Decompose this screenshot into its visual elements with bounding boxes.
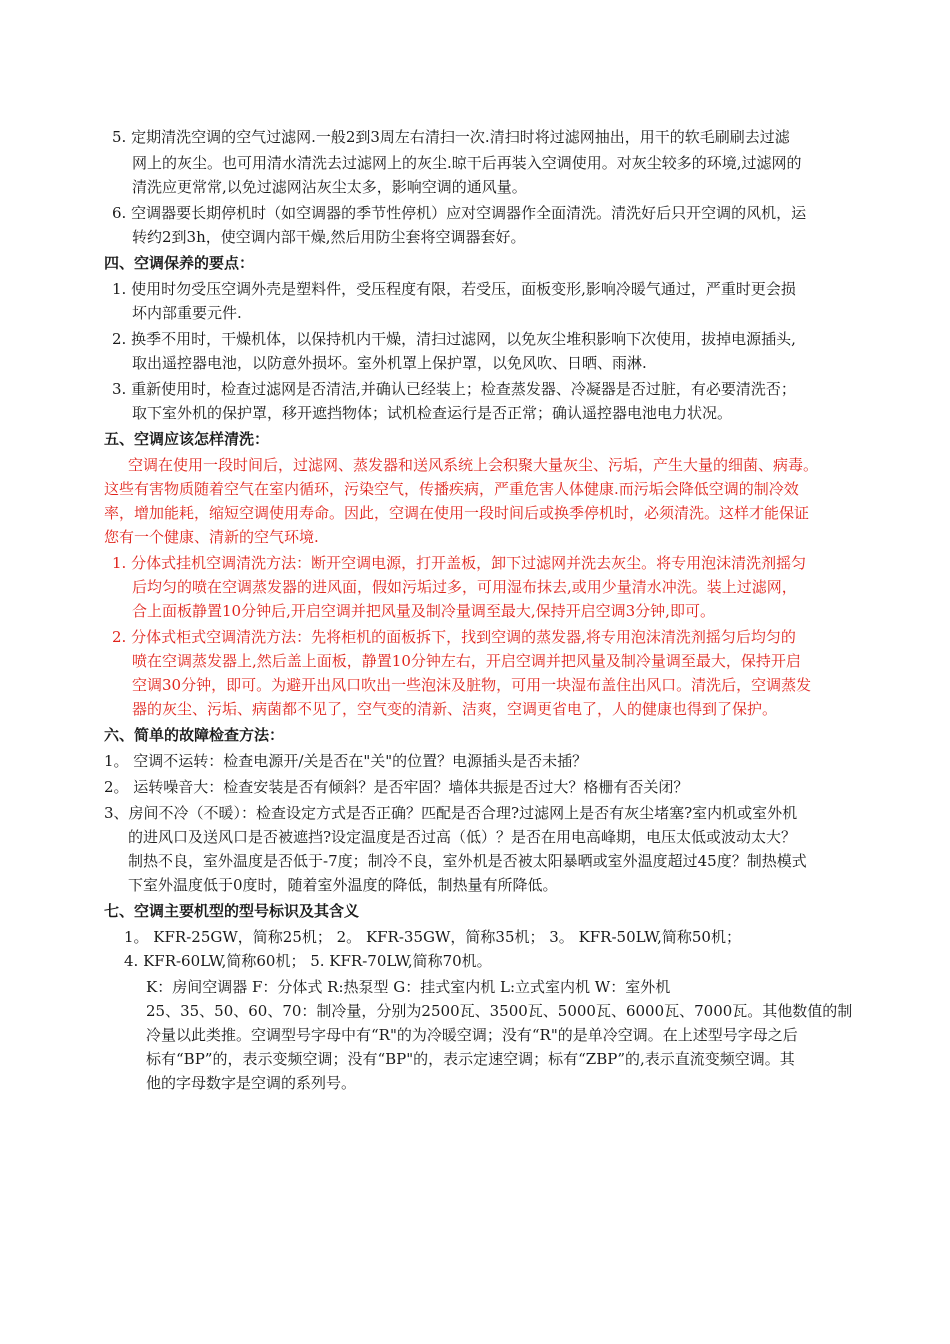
text-line: 3. 重新使用时，检查过滤网是否清洁,并确认已经装上；检查蒸发器、冷凝器是否过脏，有必要清洗否； [112,380,796,398]
text-line: 取下室外机的保护罩，移开遮挡物体；试机检查运行是否正常；确认遥控器电池电力状况。 [132,404,733,422]
text-line: 清洗应更常常,以免过滤网沾灰尘太多，影响空调的通风量。 [132,178,527,196]
text-line: 3、房间不冷（不暖）：检查设定方式是否正确？匹配是否合理?过滤网上是否有灰尘堵塞?室内机或室外机 [104,804,798,822]
text-line: 喷在空调蒸发器上,然后盖上面板，静置10分钟左右，开启空调并把风量及制冷量调至最大，保持开启 [132,652,801,670]
text-line: 网上的灰尘。也可用清水清洗去过滤网上的灰尘.晾干后再装入空调使用。对灰尘较多的环境,过滤网的 [132,154,802,172]
section-heading: 四、空调保养的要点： [104,254,255,272]
text-line: 后均匀的喷在空调蒸发器的进风面，假如污垢过多，可用湿布抹去,或用少量清水冲洗。装上过滤网， [132,578,797,596]
section-heading: 六、简单的故障检查方法： [104,726,285,744]
text-line: 他的字母数字是空调的系列号。 [146,1074,357,1092]
text-line: 2。 运转噪音大：检查安装是否有倾斜？是否牢固？墙体共振是否过大？格栅有否关闭？ [104,778,689,796]
text-line: 转约2到3h，使空调内部干燥,然后用防尘套将空调器套好。 [132,228,526,246]
text-line: 1。 空调不运转：检查电源开/关是否在"关"的位置？电源插头是否未插？ [104,752,588,770]
text-line: 2. 分体式柜式空调清洗方法：先将柜机的面板拆下，找到空调的蒸发器,将专用泡沫清洗剂摇匀后均匀的 [112,628,796,646]
text-line: 坏内部重要元件. [132,304,242,322]
text-line: 这些有害物质随着空气在室内循环，污染空气，传播疾病，严重危害人体健康.而污垢会降低空调的制冷效 [104,480,799,498]
text-line: 1。 KFR-25GW，简称25机； 2。 KFR-35GW，简称35机； 3。 KFR-50LW,简称50机； [124,928,741,946]
text-line: 的进风口及送风口是否被遮挡?设定温度是否过高（低）？是否在用电高峰期，电压太低或波动太大？ [128,828,797,846]
text-line: 空调在使用一段时间后，过滤网、蒸发器和送风系统上会积聚大量灰尘、污垢，产生大量的细菌、病毒。 [128,456,819,474]
section-heading: 五、空调应该怎样清洗： [104,430,270,448]
text-line: 器的灰尘、污垢、病菌都不见了，空气变的清新、洁爽，空调更省电了，人的健康也得到了保护。 [132,700,778,718]
text-line: 合上面板静置10分钟后,开启空调并把风量及制冷量调至最大,保持开启空调3分钟,即可。 [132,602,715,620]
text-line: 6. 空调器要长期停机时（如空调器的季节性停机）应对空调器作全面清洗。清洗好后只开空调的风机，运 [112,204,807,222]
text-line: 制热不良，室外温度是否低于-7度；制冷不良，室外机是否被太阳暴晒或室外温度超过45度？制热模式 [128,852,807,870]
text-line: 率，增加能耗，缩短空调使用寿命。因此，空调在使用一段时间后或换季停机时，必须清洗。这样才能保证 [104,504,810,522]
text-line: 空调30分钟，即可。为避开出风口吹出一些泡沫及脏物，可用一块湿布盖住出风口。清洗后，空调蒸发 [132,676,812,694]
section-heading: 七、空调主要机型的型号标识及其含义 [104,902,360,920]
text-line: 4. KFR-60LW,简称60机； 5. KFR-70LW,简称70机。 [124,952,492,970]
text-line: 冷量以此类推。空调型号字母中有“R"的为冷暖空调；没有“R"的是单冷空调。在上述型号字母之后 [146,1026,798,1044]
text-line: 取出遥控器电池，以防意外损坏。室外机罩上保护罩，以免风吹、日晒、雨淋. [132,354,647,372]
text-line: 2. 换季不用时，干燥机体，以保持机内干燥，清扫过滤网，以免灰尘堆积影响下次使用，拔掉电源插头, [112,330,796,348]
text-line: 您有一个健康、清新的空气环境. [104,528,319,546]
text-line: 5. 定期清洗空调的空气过滤网.一般2到3周左右清扫一次.清扫时将过滤网抽出，用干的软毛刷刷去过滤 [112,128,790,146]
text-line: 下室外温度低于0度时，随着室外温度的降低，制热量有所降低。 [128,876,558,894]
text-line: 1. 分体式挂机空调清洗方法：断开空调电源，打开盖板，卸下过滤网并洗去灰尘。将专用泡沫清洗剂摇匀 [112,554,807,572]
text-line: 标有“BP”的，表示变频空调；没有“BP"的，表示定速空调；标有“ZBP”的,表示直流变频空调。其 [146,1050,795,1068]
text-line: K：房间空调器 F：分体式 R:热泵型 G：挂式室内机 L:立式室内机 W：室外机 [146,978,671,996]
text-line: 1. 使用时勿受压空调外壳是塑料件，受压程度有限，若受压，面板变形,影响冷暖气通过，严重时更会损 [112,280,796,298]
text-line: 25、35、50、60、70：制冷量，分别为2500瓦、3500瓦、5000瓦、6000瓦、7000瓦。其他数值的制 [146,1002,853,1020]
